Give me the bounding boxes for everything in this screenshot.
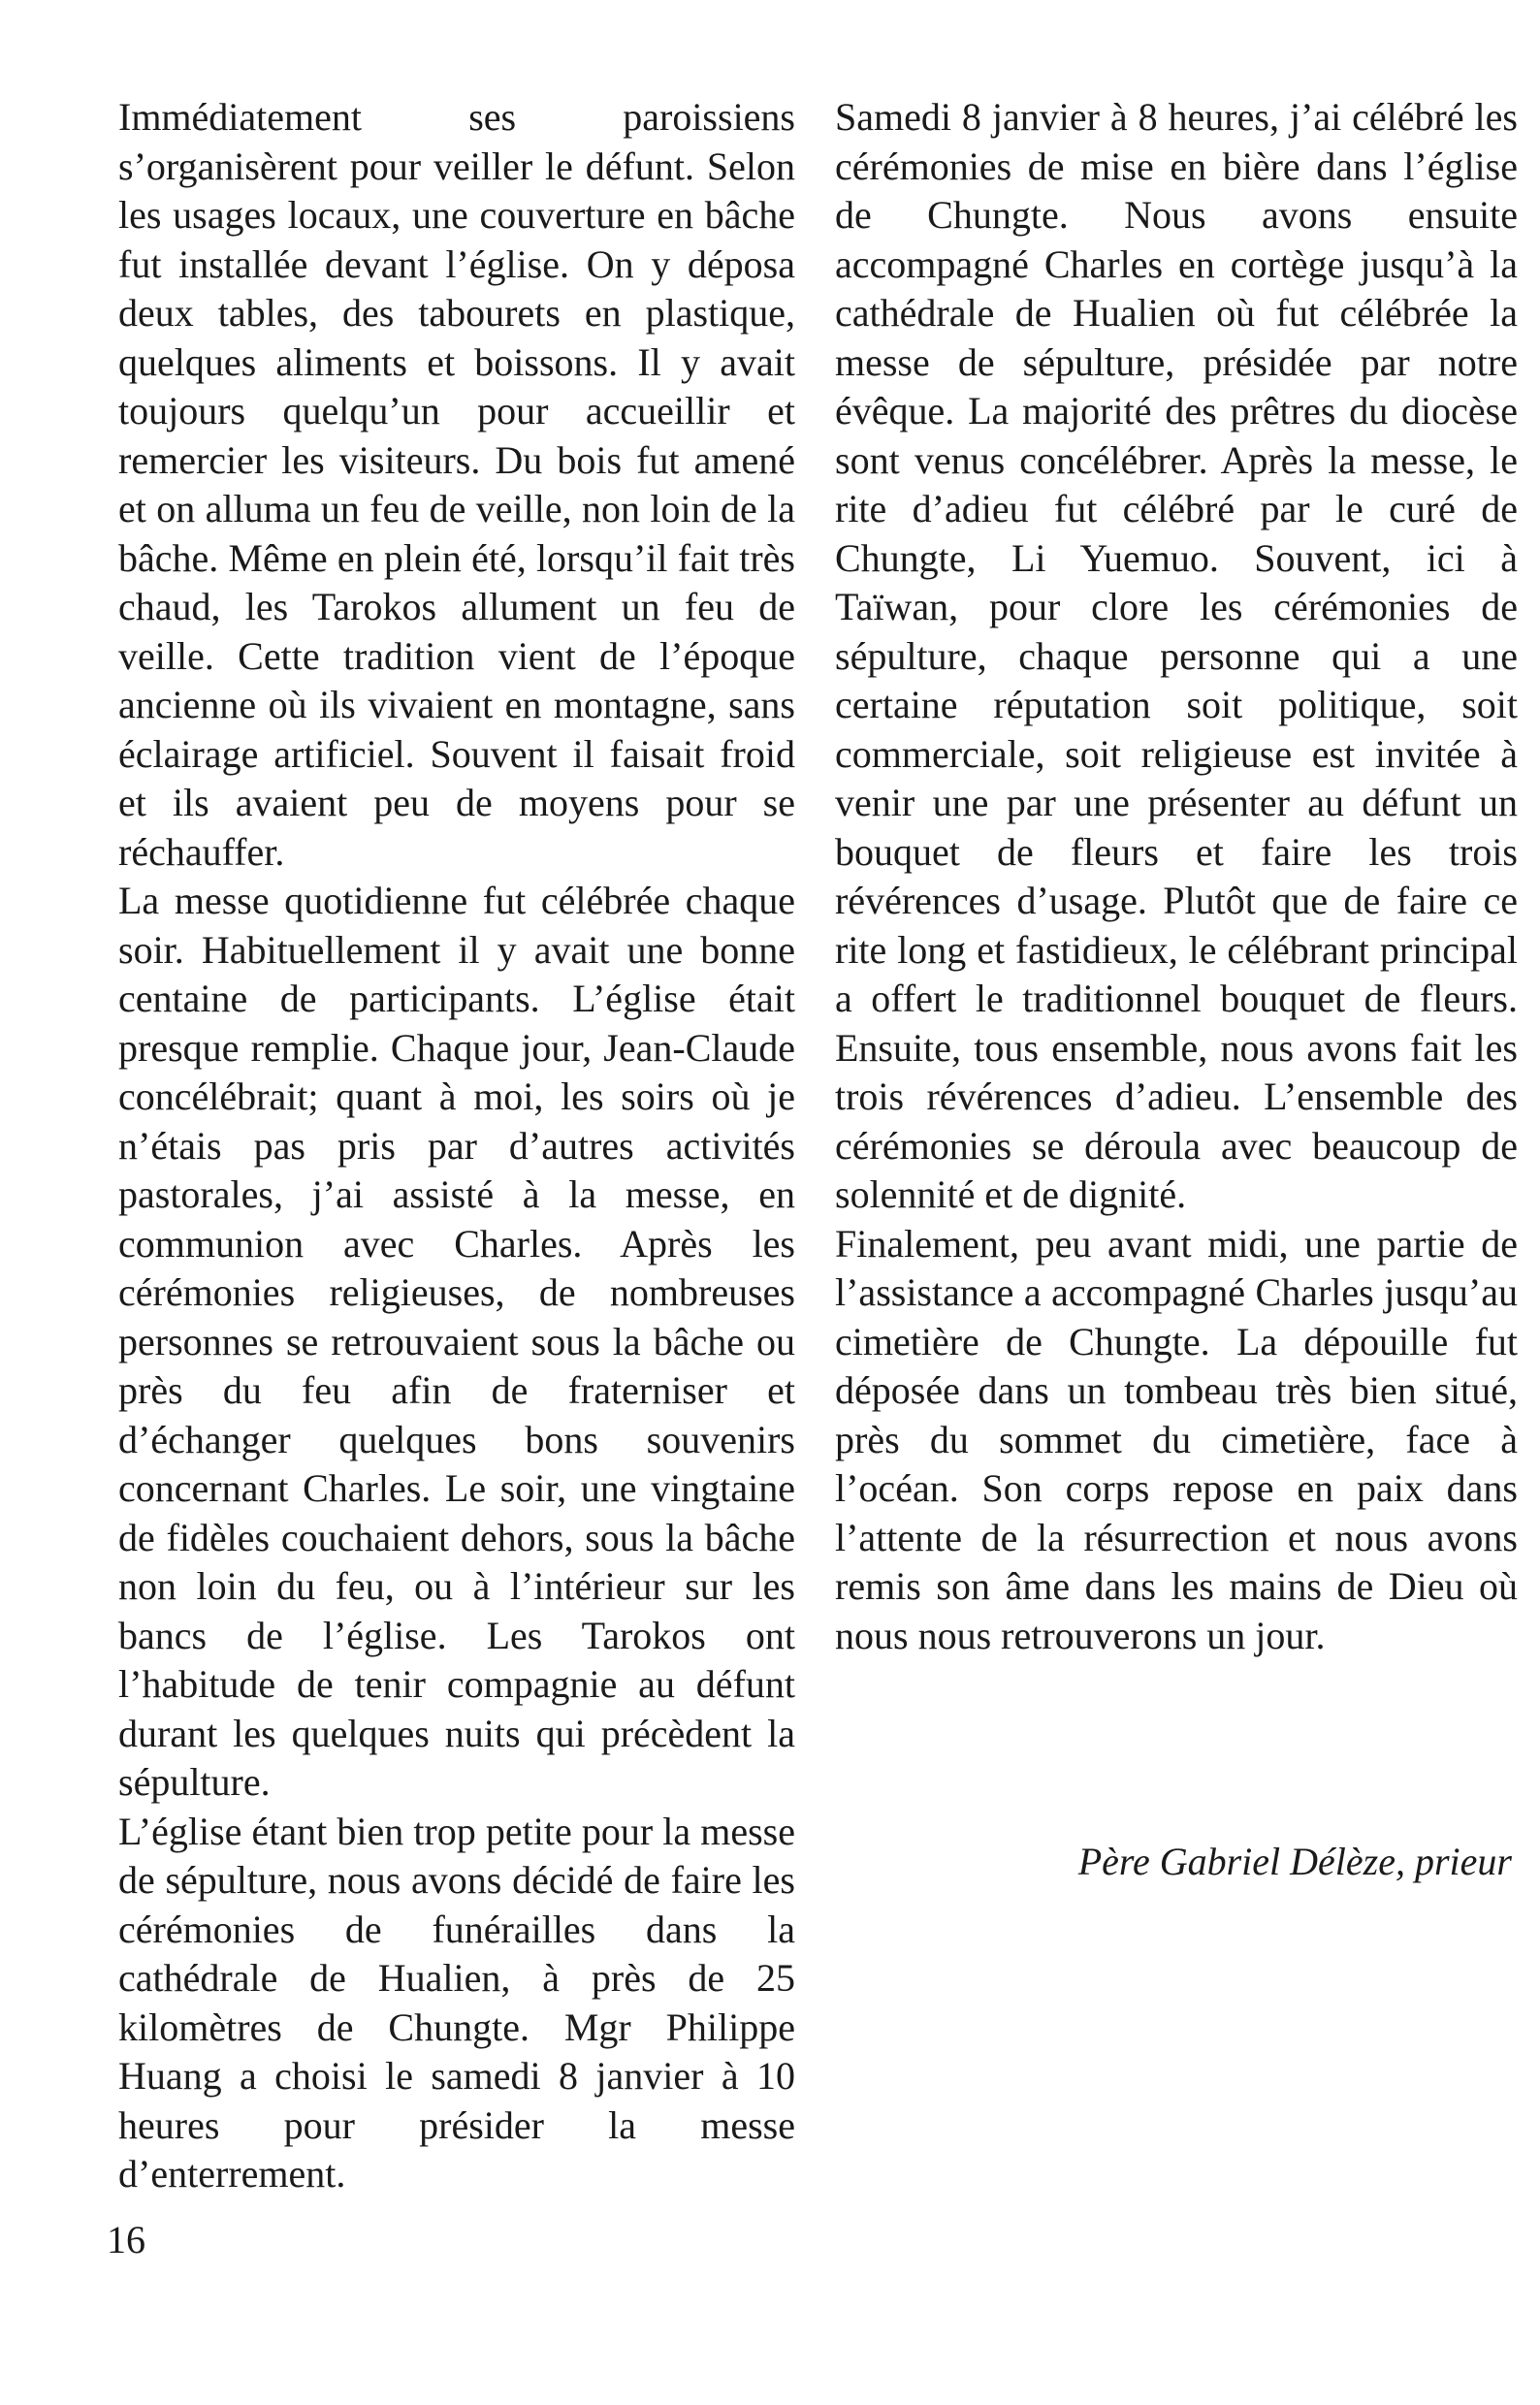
paragraph: Finalement, peu avant midi, une partie de l’assistance a accompagné Charles jusqu’au cimetière de Chungte. La dépouille fut déposée dans un tombeau très bien situé, près du sommet du cimetière, face à l’océan. Son corps repose en paix dans l’attente de la résurrection et nous avons remis son âme dans les mains de Dieu où nous nous retrouverons un jour. (835, 1221, 1518, 1657)
paragraph: Immédiatement ses paroissiens s’organisèrent pour veiller le défunt. Selon les usages locaux, une couverture en bâche fut installée devant l’église. On y déposa deux tables, des tabourets en plastique, quelques aliments et boissons. Il y avait toujours quelqu’un pour accueillir et remercier les visiteurs. Du bois fut amené et on alluma un feu de veille, non loin de la bâche. Même en plein été, lorsqu’il fait très chaud, les Tarokos allument un feu de veille. Cette tradition vient de l’époque ancienne où ils vivaient en montagne, sans éclairage artificiel. Souvent il faisait froid et ils avaient peu de moyens pour se réchauffer. (118, 95, 795, 874)
paragraph: L’église étant bien trop petite pour la messe de sépulture, nous avons décidé de faire les cérémonies de funérailles dans la cathédrale de Hualien, à près de 25 kilomètres de Chungte. Mgr Philippe Huang a choisi le samedi 8 janvier à 10 heures pour présider la messe d’enterrement. (118, 1809, 795, 2196)
left-column (118, 93, 795, 2199)
author-signature: Père Gabriel Délèze, prieur (1077, 1840, 1512, 1883)
paragraph: La messe quotidienne fut célébrée chaque soir. Habituellement il y avait une bonne centaine de participants. L’église était presque remplie. Chaque jour, Jean-Claude concélébrait; quant à moi, les soirs où je n’étais pas pris par d’autres activités pastorales, j’ai assisté à la messe, en communion avec Charles. Après les cérémonies religieuses, de nombreuses personnes se retrouvaient sous la bâche ou près du feu afin de fraterniser et d’échanger quelques bons souvenirs concernant Charles. Le soir, une vingtaine de fidèles couchaient dehors, sous la bâche non loin du feu, ou à l’intérieur sur les bancs de l’église. Les Tarokos ont l’habitude de tenir compagnie au défunt durant les quelques nuits qui précèdent la sépulture. (118, 879, 795, 1804)
page-number: 16 (107, 2218, 145, 2261)
right-column (835, 93, 1518, 1660)
paragraph: Samedi 8 janvier à 8 heures, j’ai célébré les cérémonies de mise en bière dans l’église de Chungte. Nous avons ensuite accompagné Charles en cortège jusqu’à la cathédrale de Hualien où fut célébrée la messe de sépulture, présidée par notre évêque. La majorité des prêtres du diocèse sont venus concélébrer. Après la messe, le rite d’adieu fut célébré par le curé de Chungte, Li Yuemuo. Souvent, ici à Taïwan, pour clore les cérémonies de sépulture, chaque personne qui a une certaine réputation soit politique, soit commerciale, soit religieuse est invitée à venir une par une présenter au défunt un bouquet de fleurs et faire les trois révérences d’usage. Plutôt que de faire ce rite long et fastidieux, le célébrant principal a offert le traditionnel bouquet de fleurs. Ensuite, tous ensemble, nous avons fait les trois révérences d’adieu. L’ensemble des cérémonies se déroula avec beaucoup de solennité et de dignité. (835, 95, 1518, 1216)
